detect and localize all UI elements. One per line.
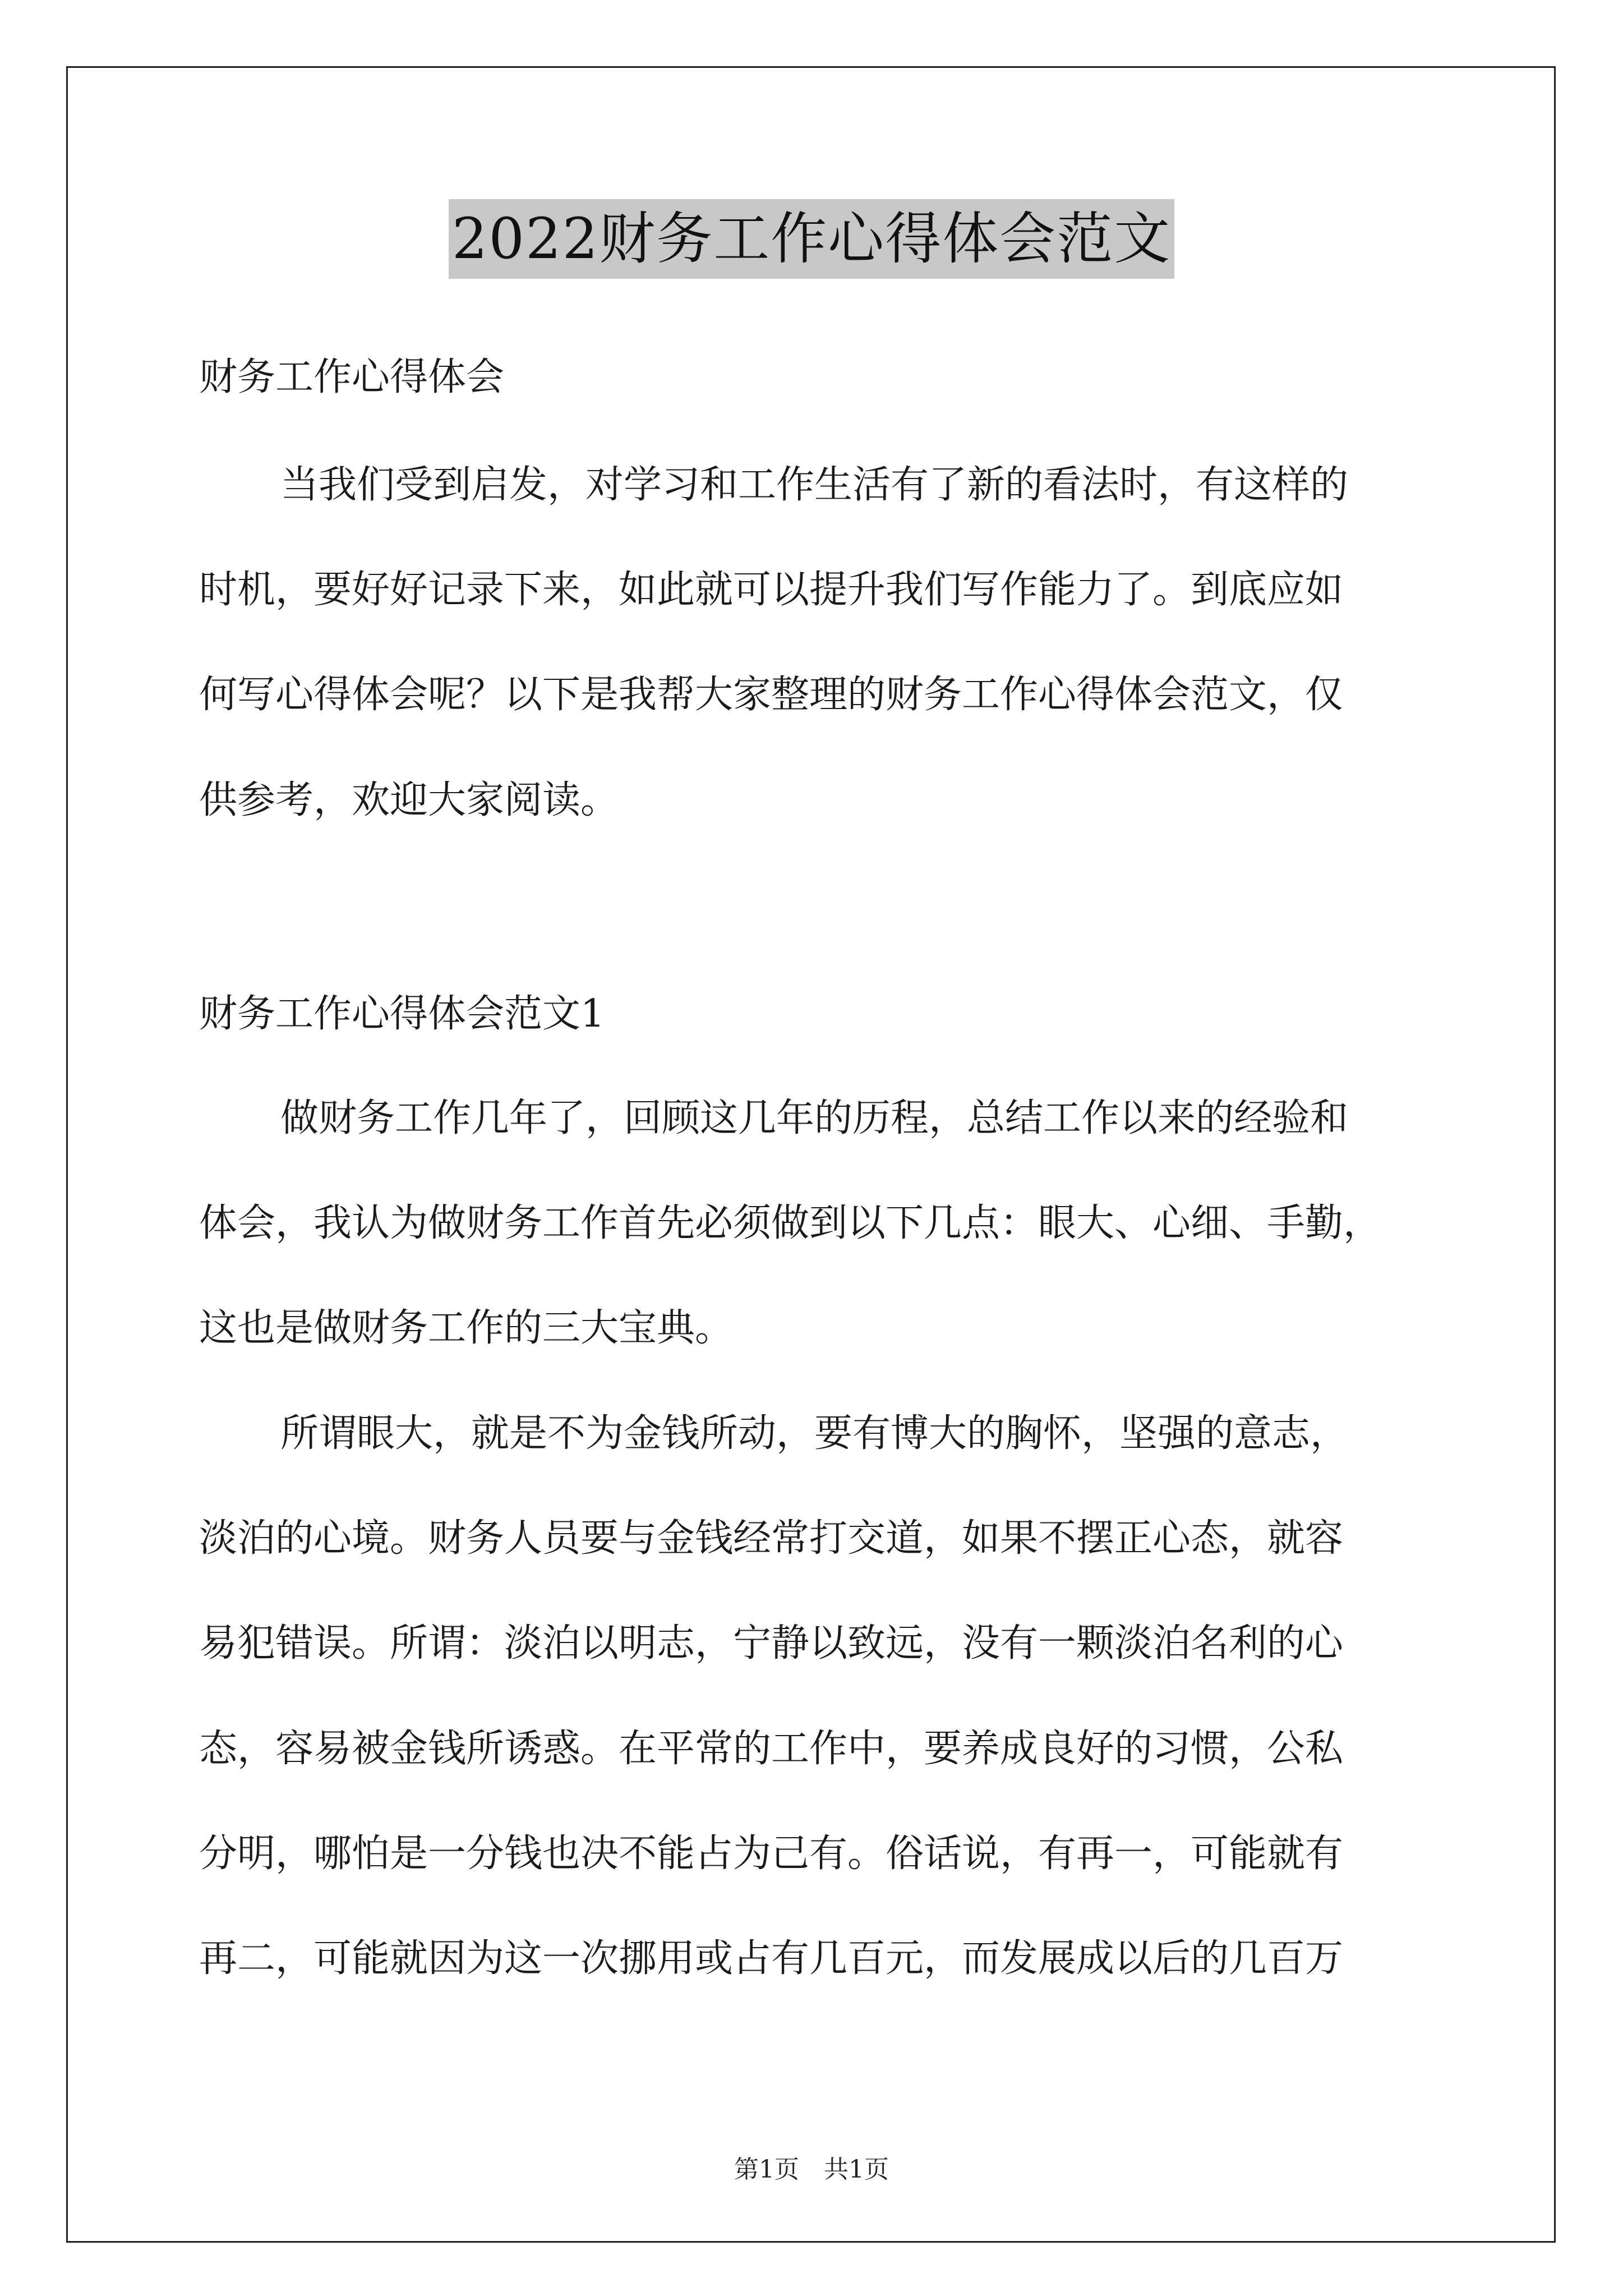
intro-heading: 财务工作心得体会 [199, 355, 505, 399]
intro-line-1: 当我们受到启发，对学习和工作生活有了新的看法时，有这样的 [280, 463, 1349, 507]
section1-p2-line-3: 易犯错误。所谓：淡泊以明志，宁静以致远，没有一颗淡泊名利的心 [199, 1621, 1344, 1665]
section1-heading: 财务工作心得体会范文1 [199, 992, 605, 1036]
section1-p2-line-6: 再二，可能就因为这一次挪用或占有几百元，而发展成以后的几百万 [199, 1936, 1344, 1981]
section1-p2-line-1: 所谓眼大，就是不为金钱所动，要有博大的胸怀，坚强的意志， [280, 1411, 1349, 1456]
section1-p1-line-3: 这也是做财务工作的三大宝典。 [199, 1306, 734, 1350]
section1-p2-line-5: 分明，哪怕是一分钱也决不能占为己有。俗话说，有再一，可能就有 [199, 1832, 1344, 1876]
intro-line-2: 时机，要好好记录下来，如此就可以提升我们写作能力了。到底应如 [199, 568, 1344, 612]
section1-p2-line-4: 态，容易被金钱所诱惑。在平常的工作中，要养成良好的习惯，公私 [199, 1727, 1344, 1771]
intro-line-3: 何写心得体会呢？以下是我帮大家整理的财务工作心得体会范文，仅 [199, 673, 1344, 717]
document-title: 2022财务工作心得体会范文 [449, 199, 1175, 279]
section1-p2-line-2: 淡泊的心境。财务人员要与金钱经常打交道，如果不摆正心态，就容 [199, 1516, 1344, 1561]
title-container [0, 199, 1623, 279]
section1-p1-line-1: 做财务工作几年了，回顾这几年的历程，总结工作以来的经验和 [280, 1096, 1349, 1140]
intro-line-4: 供参考，欢迎大家阅读。 [199, 778, 619, 822]
page-footer: 第1页 共1页 [734, 2155, 889, 2184]
section1-p1-line-2: 体会，我认为做财务工作首先必须做到以下几点：眼大、心细、手勤， [199, 1201, 1382, 1245]
